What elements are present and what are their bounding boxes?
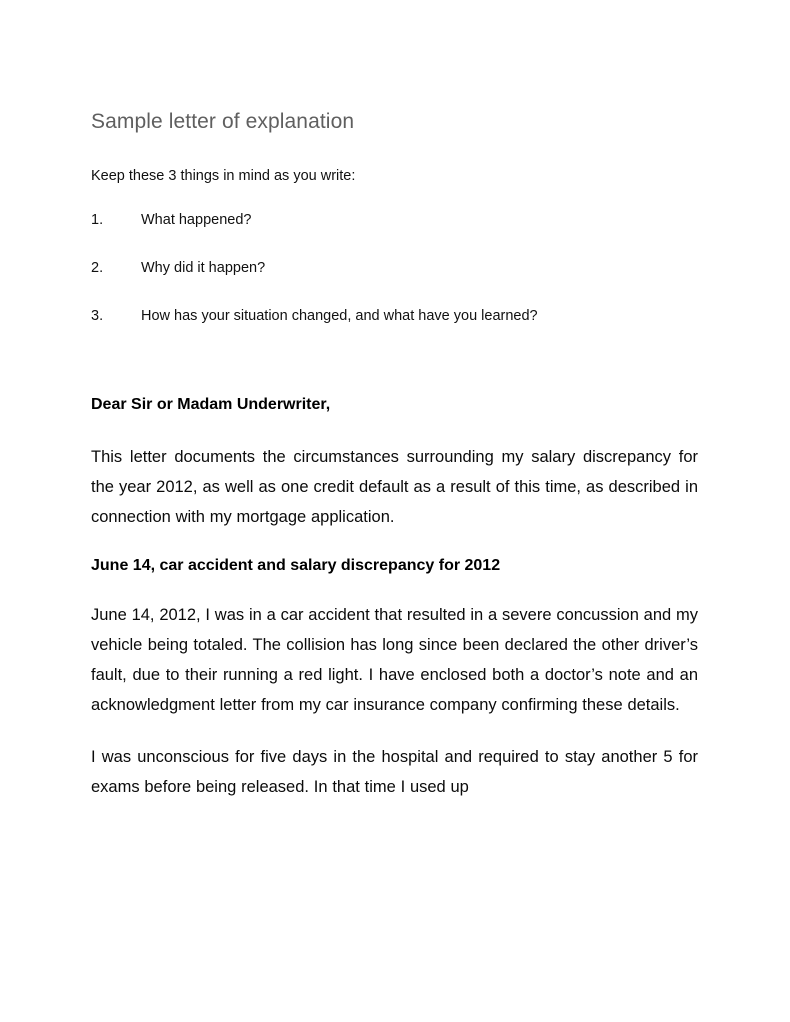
section-spacer	[91, 354, 698, 394]
list-item-label: Why did it happen?	[141, 260, 266, 276]
list-item-number: 2.	[91, 260, 104, 276]
list-item	[91, 258, 698, 278]
list-item	[91, 306, 698, 326]
list-item	[91, 210, 698, 230]
numbered-list	[91, 210, 698, 326]
list-item-label: What happened?	[141, 212, 252, 228]
body-paragraph-hospital: I was unconscious for five days in the hospital and required to stay another 5 for exams before being released. In that time I used up	[91, 748, 698, 796]
list-item-number: 1.	[91, 212, 104, 228]
body-paragraph-intro: This letter documents the circumstances surrounding my salary discrepancy for the year 2012, as well as one credit default as a result of this time, as described in connection with my mortgage application.	[91, 448, 698, 526]
body-paragraph-accident: June 14, 2012, I was in a car accident that resulted in a severe concussion and my vehicle being totaled. The collision has long since been declared the other driver’s fault, due to their running a red light. I have enclosed both a doctor’s note and an acknowledgment letter from my car insurance company confirming these details.	[91, 606, 698, 714]
salutation: Dear Sir or Madam Underwriter,	[91, 396, 331, 413]
page-title: Sample letter of explanation	[91, 110, 355, 133]
document-content	[91, 108, 698, 802]
list-item-label: How has your situation changed, and what have you learned?	[141, 308, 538, 324]
intro-line: Keep these 3 things in mind as you write:	[91, 168, 356, 184]
list-item-number: 3.	[91, 308, 104, 324]
section-heading: June 14, car accident and salary discrepancy for 2012	[91, 557, 501, 574]
